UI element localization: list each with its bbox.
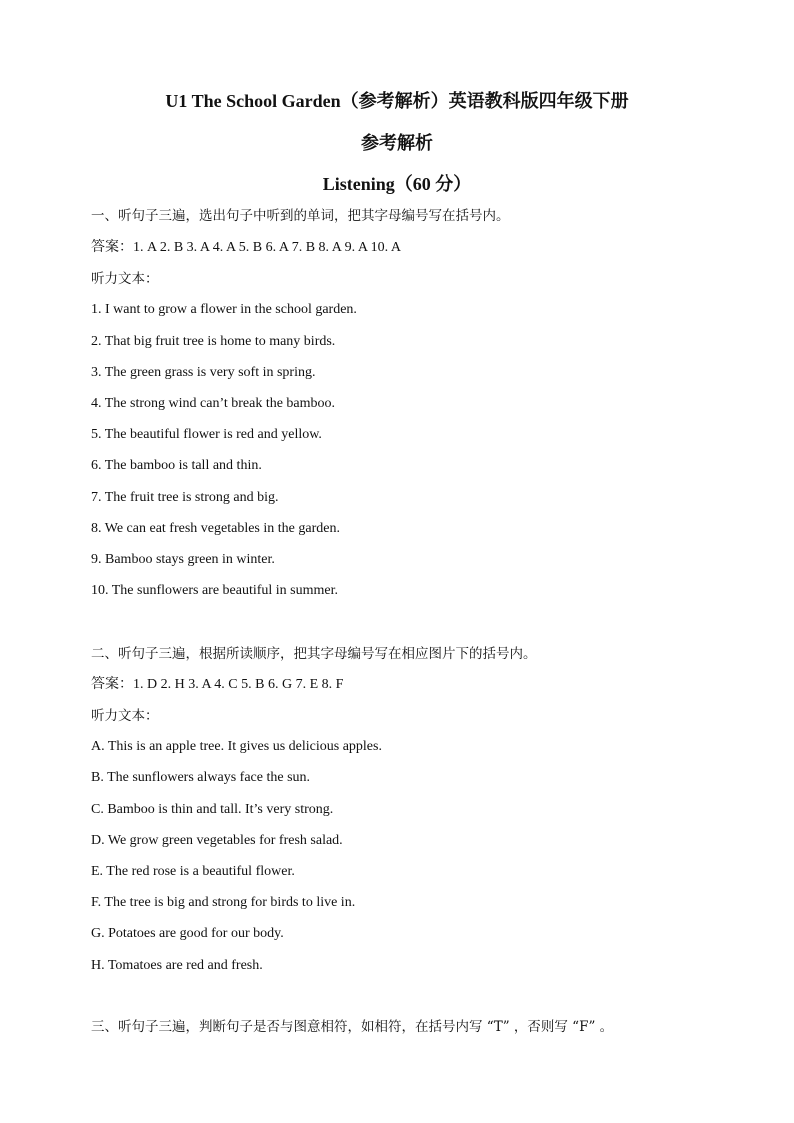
part1-sentence: 4. The strong wind can’t break the bamboo. xyxy=(91,396,336,411)
part2-sentence: G. Potatoes are good for our body. xyxy=(91,926,284,941)
part2-instruction: 二、听句子三遍，根据所读顺序，把其字母编号写在相应图片下的括号内。 xyxy=(91,646,537,662)
part2-sentence: C. Bamboo is thin and tall. It’s very strong. xyxy=(91,802,334,817)
part1-sentence: 1. I want to grow a flower in the school garden. xyxy=(91,302,357,317)
subtitle: 参考解析 xyxy=(361,133,433,153)
part1-sentence: 3. The green grass is very soft in spring. xyxy=(91,365,316,380)
main-title: U1 The School Garden（参考解析）英语教科版四年级下册 xyxy=(165,91,629,111)
part2-sentence: H. Tomatoes are red and fresh. xyxy=(91,958,263,973)
part1-answer: 答案：1. A 2. B 3. A 4. A 5. B 6. A 7. B 8. A 9. A 10. A xyxy=(91,240,402,255)
part1-sentence: 9. Bamboo stays green in winter. xyxy=(91,552,275,567)
part3-instruction: 三、听句子三遍，判断句子是否与图意相符，如相符，在括号内写 “T” ，否则写 “F” 。 xyxy=(91,1019,614,1035)
part1-sentence: 2. That big fruit tree is home to many birds. xyxy=(91,334,336,349)
part2-sentence: D. We grow green vegetables for fresh salad. xyxy=(91,833,343,848)
section-title: Listening（60 分） xyxy=(322,174,472,194)
part2-sentence: B. The sunflowers always face the sun. xyxy=(91,770,311,785)
part1-sentence: 10. The sunflowers are beautiful in summer. xyxy=(91,583,339,598)
part1-script-label: 听力文本： xyxy=(91,271,159,287)
part2-answer: 答案：1. D 2. H 3. A 4. C 5. B 6. G 7. E 8. F xyxy=(91,677,344,692)
part1-sentence: 8. We can eat fresh vegetables in the garden. xyxy=(91,521,340,536)
part2-sentence: F. The tree is big and strong for birds to live in. xyxy=(91,895,356,910)
part2-sentence: A. This is an apple tree. It gives us delicious apples. xyxy=(91,739,382,754)
part1-sentence: 7. The fruit tree is strong and big. xyxy=(91,490,279,505)
part1-instruction: 一、听句子三遍，选出句子中听到的单词，把其字母编号写在括号内。 xyxy=(91,208,510,224)
part2-sentence: E. The red rose is a beautiful flower. xyxy=(91,864,295,879)
part2-script-label: 听力文本： xyxy=(91,708,159,724)
part1-sentence: 6. The bamboo is tall and thin. xyxy=(91,458,262,473)
part1-sentence: 5. The beautiful flower is red and yellow. xyxy=(91,427,322,442)
